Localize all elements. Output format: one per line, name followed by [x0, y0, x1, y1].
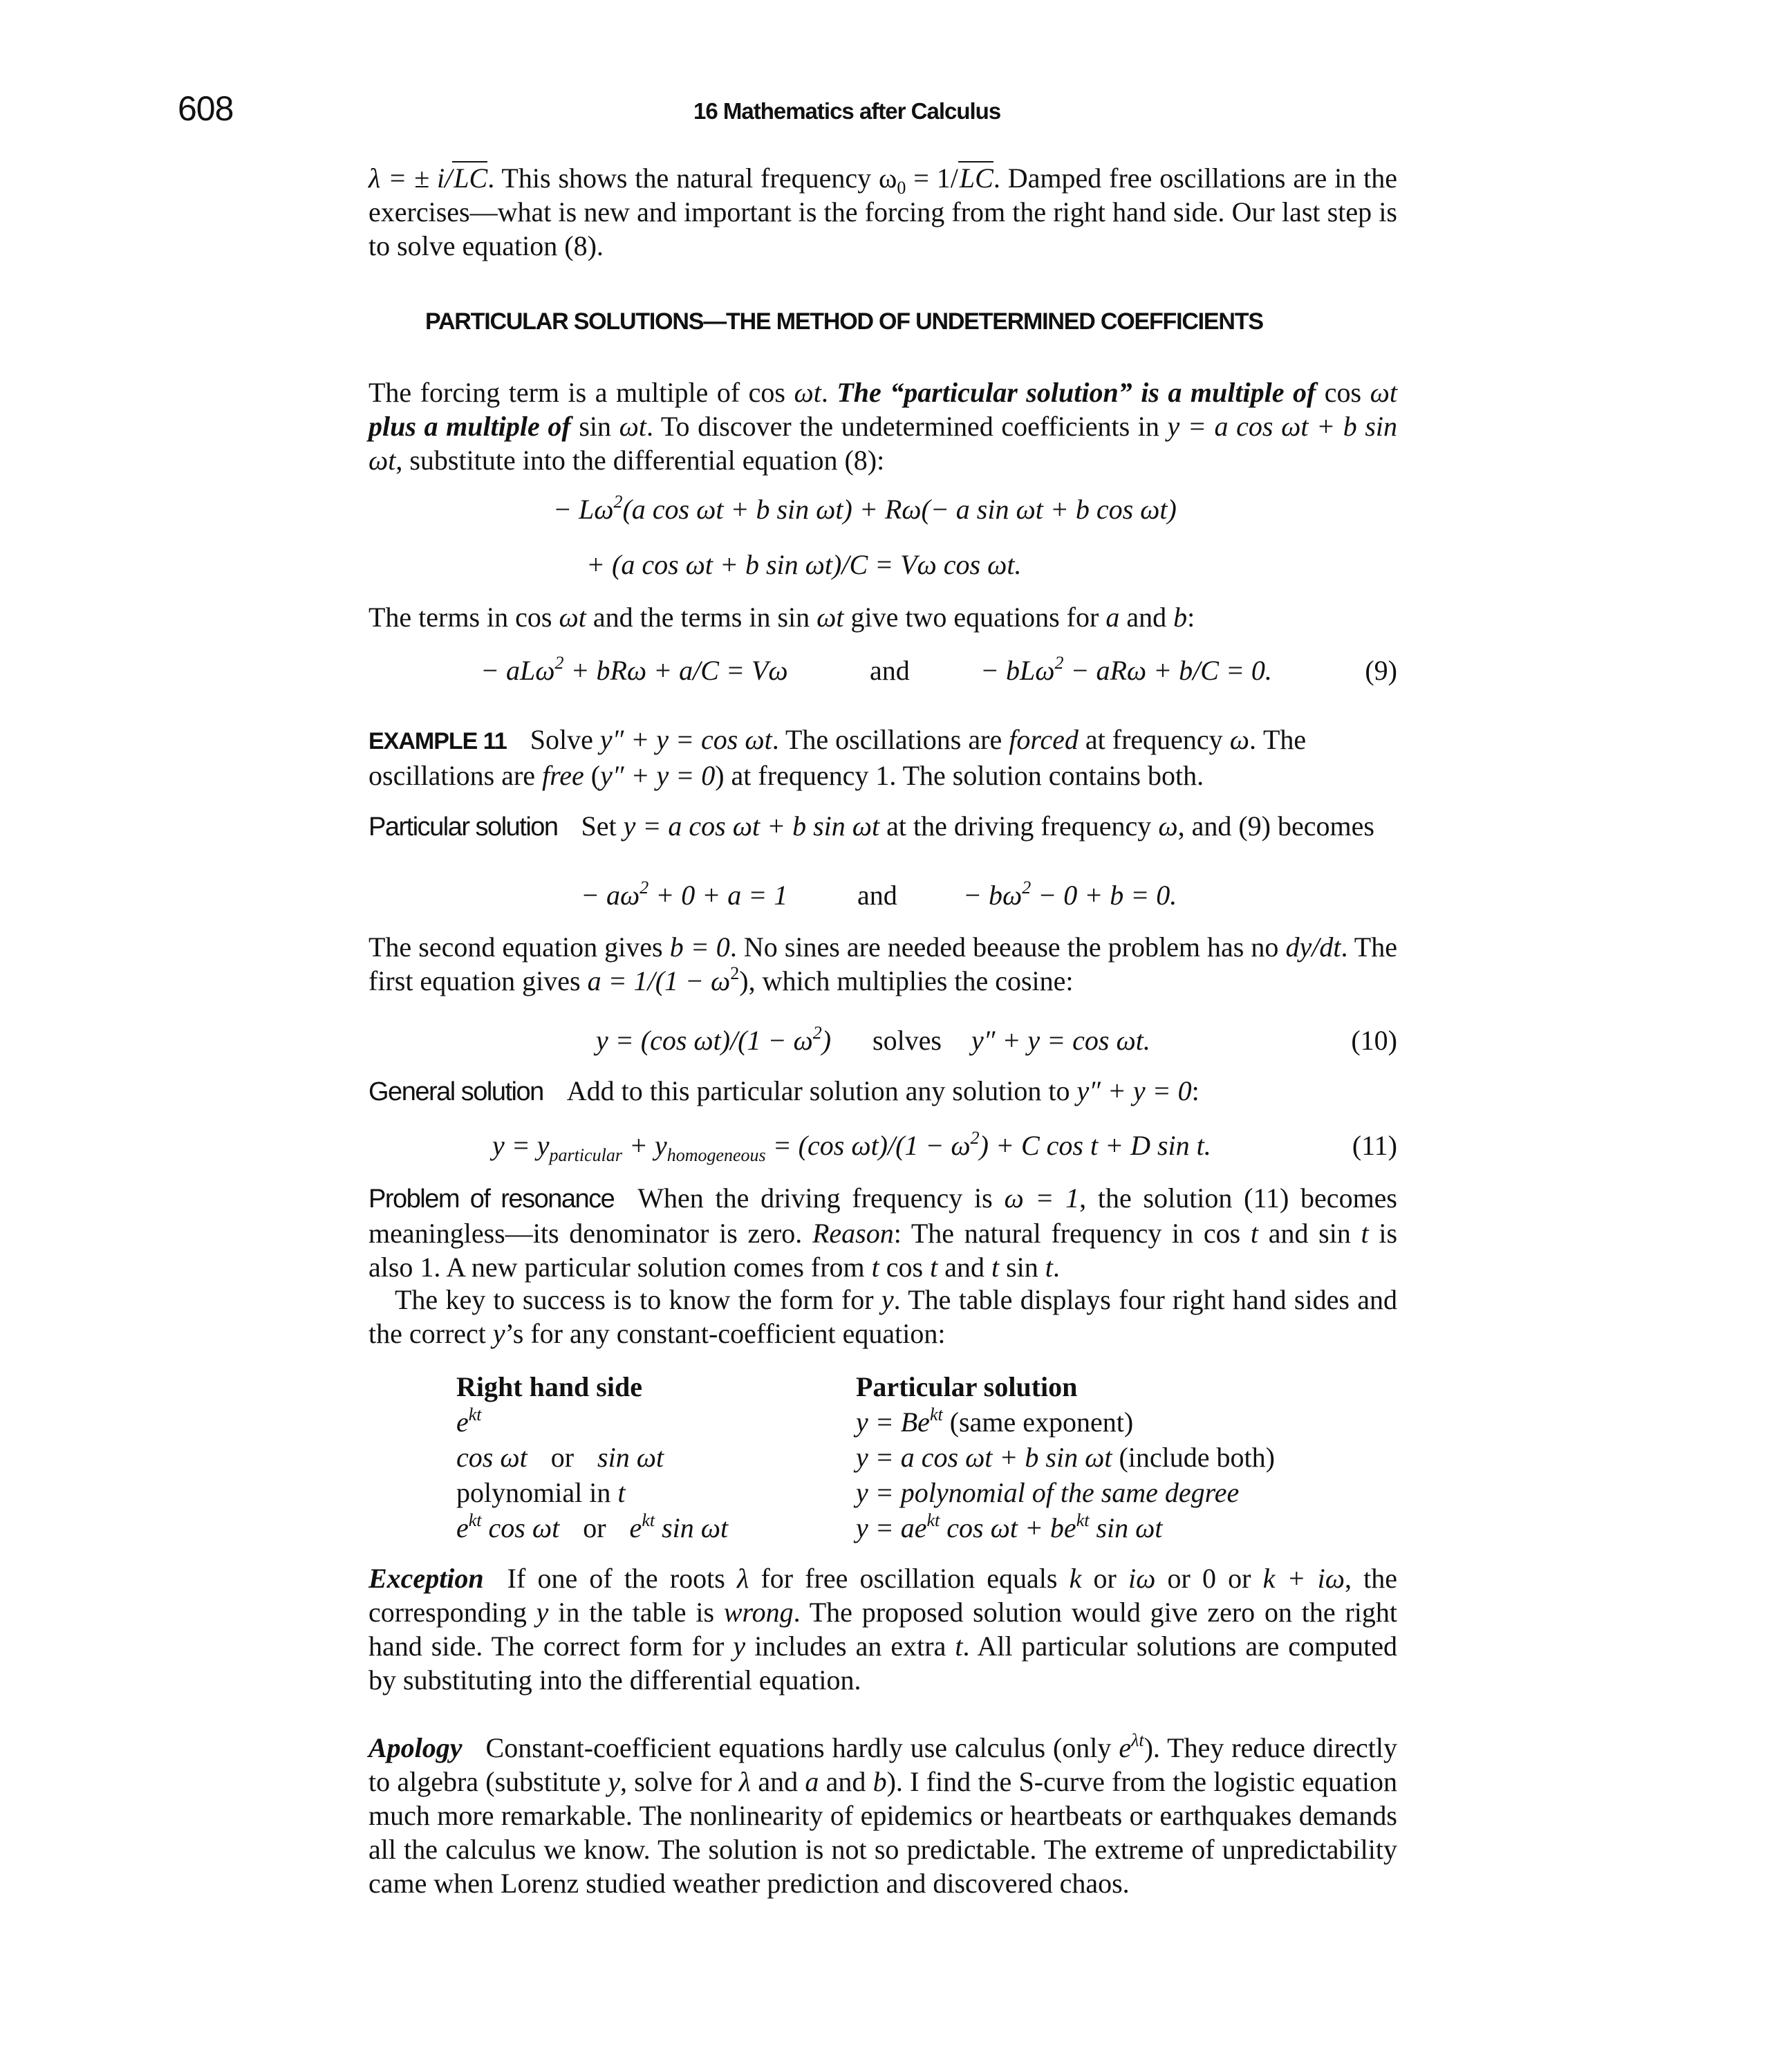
math: a	[1105, 602, 1120, 633]
math: y = Be	[856, 1406, 930, 1438]
math: b	[872, 1766, 887, 1797]
text: . The table displays four right hand sides and the correct	[368, 1284, 1397, 1349]
equation-number-11: (11)	[1352, 1130, 1397, 1161]
math: a	[805, 1766, 819, 1797]
math: ωt	[619, 411, 646, 442]
math: y = ae	[856, 1512, 927, 1543]
text: and	[751, 1766, 805, 1797]
text: ) at frequency 1. The solution contains both.	[715, 760, 1204, 791]
apology-paragraph	[368, 1731, 1397, 1900]
text: .	[821, 377, 837, 408]
superscript: kt	[468, 1510, 482, 1530]
text: , which multiplies the cosine:	[748, 965, 1074, 996]
second-equation-paragraph	[368, 930, 1397, 998]
text: give two equations for	[843, 602, 1106, 633]
table-row	[456, 1475, 1275, 1510]
table-cell-rhs	[456, 1475, 856, 1510]
resonance-paragraph	[368, 1181, 1397, 1284]
equation-9-and: and	[870, 655, 910, 686]
math: y = a cos ωt + b sin ωt	[368, 411, 1397, 476]
text: polynomial in	[456, 1477, 618, 1508]
equation-10-solves: solves	[872, 1025, 942, 1056]
superscript: 2	[554, 653, 564, 673]
table-cell-solution: y = polynomial of the same degree	[856, 1477, 1240, 1508]
text: : The natural frequency in cos	[893, 1218, 1251, 1249]
substitution-equation-line-2: + (a cos ωt + b sin ωt)/C = Vω cos ωt.	[586, 549, 1022, 580]
math: ) + C cos t + D sin t.	[979, 1130, 1211, 1161]
equation-9-right	[980, 653, 1272, 687]
math: cos ωt + be	[940, 1512, 1076, 1543]
text: ). I find the S-curve from the logistic equation much more remarkable. The nonlinearity of epidemics or heartbeats or earthquakes demands all the calculus we know. The solution is not so predictable. The extreme of unpredictability came when Lorenz studied weather prediction and discovered chaos.	[368, 1766, 1398, 1899]
text: and	[819, 1766, 873, 1797]
math: ω	[1158, 810, 1178, 842]
math: y″ + y = 0	[1076, 1075, 1192, 1106]
math: )	[821, 1025, 832, 1056]
math: y	[492, 1318, 505, 1349]
math: λ	[736, 1563, 749, 1594]
text: . The first equation gives	[368, 931, 1397, 996]
sqrt-lc: LC	[454, 162, 488, 194]
text: The terms in cos	[368, 602, 559, 633]
math: y = (cos ωt)/(1 − ω	[596, 1025, 813, 1056]
text: (include both)	[1112, 1442, 1275, 1473]
intro-text: . This shows the natural frequency ω	[487, 162, 897, 194]
text: is also 1. A new particular solution comes from	[368, 1218, 1398, 1283]
text: Add to this particular solution any solution to	[566, 1075, 1077, 1106]
superscript: 2	[613, 492, 623, 512]
math: y = y	[492, 1130, 550, 1161]
math: sin ωt	[597, 1442, 664, 1473]
subscript: 0	[897, 178, 906, 198]
math: y = a cos ωt + b sin ωt	[623, 810, 880, 842]
text: and	[937, 1252, 991, 1283]
math: e	[456, 1406, 469, 1438]
text: cos	[879, 1252, 931, 1283]
emphasis: The “particular solution” is a multiple of	[837, 377, 1316, 408]
math: − aLω	[480, 655, 555, 686]
superscript: kt	[642, 1510, 655, 1530]
subscript: homogeneous	[666, 1145, 766, 1165]
run-in-label: General solution	[368, 1077, 543, 1106]
math: − aRω + b/C = 0.	[1063, 655, 1272, 686]
text: Set	[581, 810, 624, 842]
math: y″ + y = 0	[600, 760, 716, 791]
superscript: 2	[640, 877, 649, 898]
text: ’s for any constant-coefficient equation:	[505, 1318, 946, 1349]
math: ωt	[816, 602, 844, 633]
superscript: 2	[812, 1023, 822, 1043]
math: e	[456, 1512, 469, 1543]
math: cos ωt	[481, 1512, 560, 1543]
sqrt-lc: LC	[959, 162, 993, 194]
equation-number-10: (10)	[1351, 1025, 1397, 1056]
text: .	[1052, 1252, 1060, 1283]
table-cell-solution	[856, 1510, 1163, 1545]
math: y = a cos ωt + b sin ωt	[856, 1442, 1112, 1473]
text: , and (9) becomes	[1177, 810, 1374, 842]
superscript: kt	[926, 1510, 940, 1530]
math: b	[1173, 602, 1188, 633]
superscript: kt	[468, 1404, 482, 1424]
text: includes an extra	[745, 1631, 955, 1662]
particular-solution-table	[456, 1369, 1275, 1545]
key-paragraph	[368, 1283, 1397, 1350]
math: t	[617, 1477, 626, 1508]
superscript: 2	[1022, 877, 1032, 898]
math: e	[1119, 1732, 1132, 1763]
text: or	[1081, 1563, 1129, 1594]
text: :	[1191, 1075, 1200, 1106]
text: If one of the roots	[507, 1563, 737, 1594]
text: The key to success is to know the form for	[395, 1284, 881, 1315]
superscript: kt	[1076, 1510, 1090, 1530]
equation-number-9: (9)	[1365, 655, 1397, 686]
text: . All particular solutions are computed by substituting into the differential equation.	[368, 1631, 1398, 1696]
math: λ	[738, 1766, 752, 1797]
text: . The oscillations are	[772, 724, 1009, 755]
text: :	[1187, 602, 1195, 633]
intro-text: . Damped free oscillations are in the exercises—what is new and important is the forcing from the right hand side. Our last step is to solve equation (8).	[368, 162, 1398, 261]
example-11	[368, 723, 1397, 792]
math: t	[930, 1252, 938, 1283]
page-number: 608	[178, 89, 234, 128]
math: sin ωt	[655, 1512, 729, 1543]
table-cell-rhs	[456, 1440, 856, 1475]
math: ωt	[794, 377, 821, 408]
emphasis: plus a multiple of	[368, 411, 571, 442]
math: t	[871, 1252, 879, 1283]
text: , the corresponding	[368, 1563, 1397, 1628]
equation-11	[492, 1128, 1211, 1165]
math: + 0 + a = 1	[648, 880, 788, 911]
running-head: 16 Mathematics after Calculus	[693, 98, 1001, 124]
math: cos ωt	[456, 1442, 528, 1473]
text: (same exponent)	[942, 1406, 1134, 1438]
run-in-label: Apology	[368, 1732, 463, 1763]
text: , the solution (11) becomes meaningless—its denominator is zero.	[368, 1182, 1397, 1249]
run-in-label: Exception	[368, 1563, 484, 1594]
superscript: 2	[1054, 653, 1064, 673]
math: ωt	[1370, 377, 1397, 408]
superscript: λt	[1131, 1730, 1144, 1750]
text: in the table is	[548, 1597, 724, 1628]
table-header: Particular solution	[856, 1371, 1078, 1402]
text: sin	[570, 411, 619, 442]
emphasis: wrong	[723, 1597, 794, 1628]
math: t	[1045, 1252, 1053, 1283]
math: dy/dt	[1285, 931, 1341, 963]
emphasis: Reason	[812, 1218, 894, 1249]
table-cell-solution	[856, 1404, 1133, 1440]
math: = (cos ωt)/(1 − ω	[765, 1130, 971, 1161]
math: y	[733, 1631, 746, 1662]
equation-10-left	[596, 1023, 831, 1057]
particular-equation-left	[581, 878, 787, 912]
superscript: 2	[730, 963, 740, 983]
math: sin ωt	[1089, 1512, 1163, 1543]
run-in-label: Particular solution	[368, 812, 558, 842]
math: − bω	[963, 880, 1023, 911]
equation-10-right: y″ + y = cos ωt.	[971, 1025, 1150, 1056]
math: ωt	[559, 602, 586, 633]
superscript: kt	[929, 1404, 943, 1424]
math: )	[739, 965, 749, 996]
text: , solve for	[619, 1766, 739, 1797]
text: , substitute into the differential equation (8):	[395, 445, 885, 476]
math: + y	[622, 1130, 667, 1161]
text: and sin	[1258, 1218, 1361, 1249]
text: or	[550, 1442, 575, 1473]
subscript: particular	[549, 1145, 622, 1165]
text: Solve	[530, 724, 600, 755]
general-solution-paragraph	[368, 1074, 1397, 1109]
text: . The oscillations are	[368, 724, 1307, 791]
text: . The proposed solution would give zero on the right hand side. The correct form for	[368, 1597, 1397, 1662]
math: a = 1/(1 − ω	[587, 965, 731, 996]
example-label: EXAMPLE 11	[368, 728, 507, 754]
math: − Lω	[553, 494, 614, 525]
math: k	[1069, 1563, 1082, 1594]
math: b = 0	[669, 931, 730, 963]
lambda-expression: λ = ± i/	[368, 162, 453, 194]
table-cell-rhs	[456, 1510, 856, 1545]
math: − aω	[581, 880, 640, 911]
table-row	[456, 1440, 1275, 1475]
math: ω = 1	[1004, 1182, 1080, 1214]
math: iω	[1128, 1563, 1156, 1594]
exception-paragraph	[368, 1561, 1397, 1697]
math: e	[629, 1512, 642, 1543]
text: sin	[999, 1252, 1045, 1283]
text: and the terms in sin	[586, 602, 817, 633]
math: y	[881, 1284, 894, 1315]
math: − 0 + b = 0.	[1031, 880, 1177, 911]
particular-solution-paragraph	[368, 809, 1397, 844]
text: at the driving frequency	[879, 810, 1159, 842]
text: . No sines are needed beeause the problem has no	[729, 931, 1286, 963]
table-row	[456, 1404, 1275, 1440]
text: When the driving frequency is	[637, 1182, 1005, 1214]
text: and	[1119, 602, 1174, 633]
math: y″ + y = cos ωt	[599, 724, 772, 755]
emphasis: forced	[1009, 724, 1079, 755]
math: y	[608, 1766, 620, 1797]
table-cell-rhs	[456, 1404, 856, 1440]
emphasis: free	[542, 760, 584, 791]
math: t	[955, 1631, 963, 1662]
table-row	[456, 1510, 1275, 1545]
math: y	[536, 1597, 549, 1628]
section-heading: PARTICULAR SOLUTIONS—THE METHOD OF UNDETERMINED COEFFICIENTS	[425, 308, 1263, 335]
math: (a cos ωt + b sin ωt) + Rω(− a sin ωt + b cos ωt)	[622, 494, 1177, 525]
run-in-label: Problem of resonance	[368, 1185, 615, 1214]
text: The forcing term is a multiple of cos	[368, 377, 794, 408]
math: t	[1250, 1218, 1258, 1249]
table-header-row	[456, 1369, 1275, 1404]
text: . To discover the undetermined coefficients in	[646, 411, 1168, 442]
table-cell-solution	[856, 1440, 1275, 1475]
text: at frequency	[1078, 724, 1230, 755]
text: for free oscillation equals	[749, 1563, 1070, 1594]
text: (	[584, 760, 601, 791]
particular-equation-right	[963, 878, 1177, 912]
particular-equation-and: and	[857, 880, 897, 911]
text: ). They reduce directly to algebra (substitute	[368, 1732, 1397, 1797]
substitution-equation-line-1	[553, 492, 1177, 526]
text: or	[583, 1512, 606, 1543]
math: t	[1361, 1218, 1369, 1249]
equation-9-left	[480, 653, 788, 687]
text: cos	[1316, 377, 1370, 408]
text: The second equation gives	[368, 931, 670, 963]
math: + bRω + a/C = Vω	[563, 655, 788, 686]
intro-paragraph	[368, 161, 1397, 263]
math: t	[991, 1252, 1000, 1283]
text: or 0 or	[1155, 1563, 1263, 1594]
table-header: Right hand side	[456, 1371, 642, 1402]
terms-paragraph	[368, 600, 1397, 634]
math: − bLω	[980, 655, 1055, 686]
math: k + iω	[1262, 1563, 1345, 1594]
text: Constant-coefficient equations hardly use calculus (only	[485, 1732, 1119, 1763]
intro-text: = 1/	[906, 162, 958, 194]
forcing-paragraph	[368, 375, 1397, 477]
superscript: 2	[970, 1128, 980, 1148]
math: ω	[1229, 724, 1249, 755]
